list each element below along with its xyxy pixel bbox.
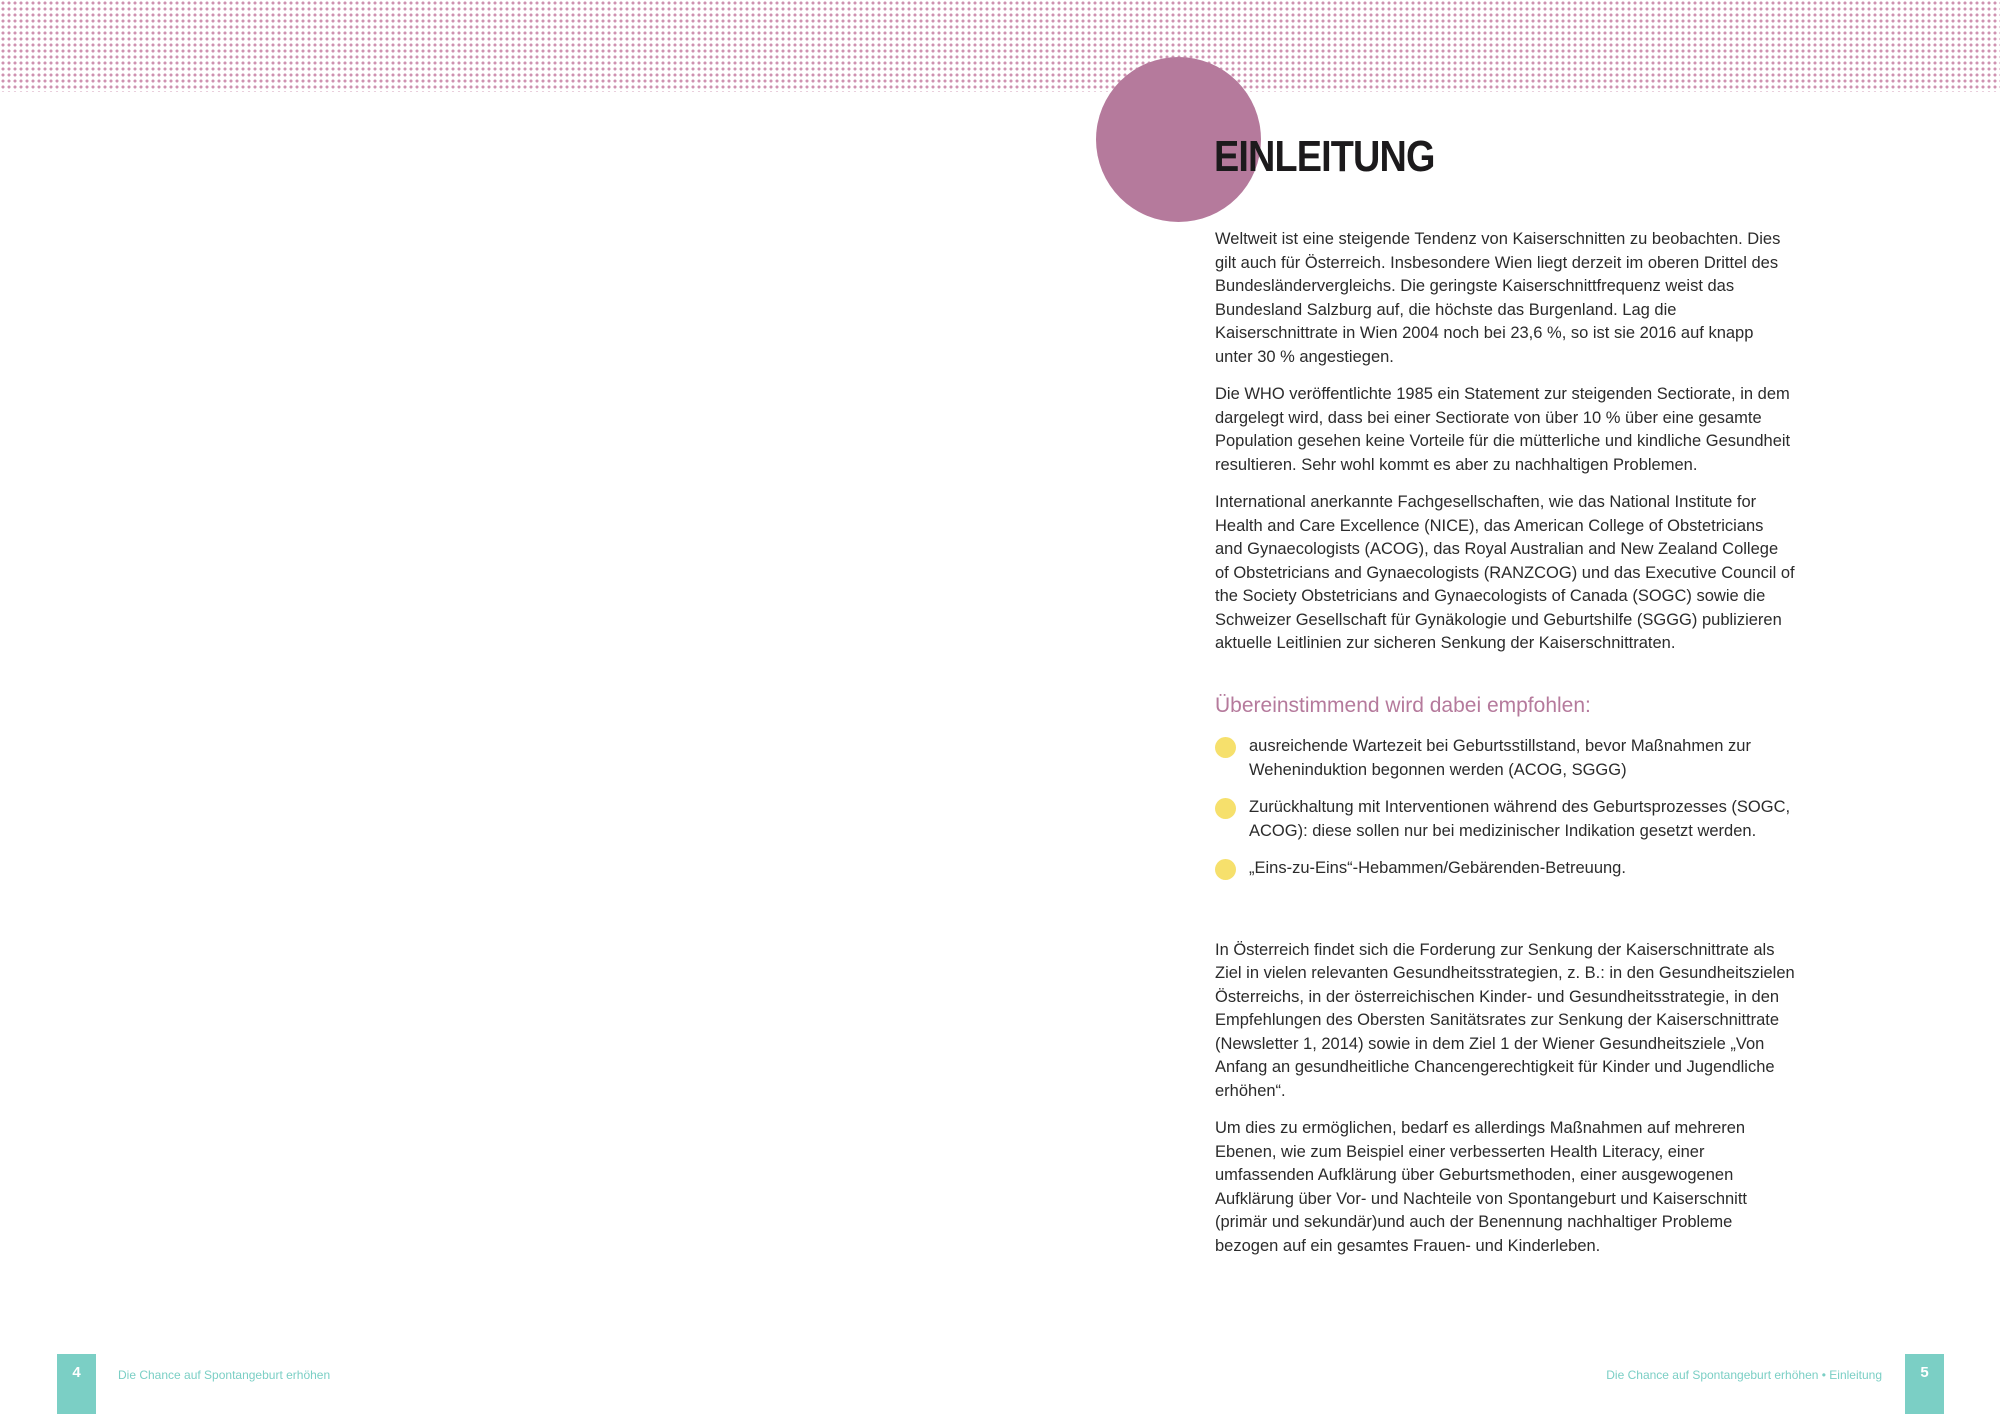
dotted-header-pattern (0, 0, 2000, 92)
page-number-left: 4 (57, 1354, 96, 1414)
recommendations-list (1215, 735, 1795, 881)
list-item (1215, 796, 1795, 843)
list-item (1215, 857, 1795, 881)
footer-left-text: Die Chance auf Spontangeburt erhöhen (118, 1368, 331, 1382)
list-item (1215, 735, 1795, 782)
page-title: EINLEITUNG (1214, 132, 1435, 181)
page-number-right: 5 (1905, 1354, 1944, 1414)
intro-paragraph-1: Weltweit ist eine steigende Tendenz von Kaiserschnitten zu beobachten. Dies gilt auch für Österreich. Insbesondere Wien liegt derzeit im oberen Drittel des Bundesländervergleichs. Die geringste Kaiserschnittfrequenz weist das Bundesland Salzburg auf, die höchste das Burgenland. Lag die Kaiserschnittrate in Wien 2004 noch bei 23,6 %, so ist sie 2016 auf knapp unter 30 % angestiegen. (1215, 230, 1781, 366)
main-text-column (1215, 228, 1795, 1272)
list-item-text: ausreichende Wartezeit bei Geburtsstillstand, bevor Maßnahmen zur Weheninduktion begonnen werden (ACOG, SGGG) (1249, 737, 1751, 779)
list-item-text: „Eins-zu-Eins“-Hebammen/Gebärenden-Betreuung. (1249, 859, 1626, 877)
intro-paragraph-2: Die WHO veröffentlichte 1985 ein Statement zur steigenden Sectiorate, in dem dargelegt wird, dass bei einer Sectiorate von über 10 % über eine gesamte Population gesehen keine Vorteile für die mütterliche und kindliche Gesundheit resultieren. Sehr wohl kommt es aber zu nachhaltigen Problemen. (1215, 385, 1791, 474)
recommendations-subheading: Übereinstimmend wird dabei empfohlen: (1215, 693, 1591, 717)
list-item-text: Zurückhaltung mit Interventionen während des Geburtsprozesses (SOGC, ACOG): diese sollen nur bei medizinischer Indikation gesetzt werden. (1249, 798, 1791, 840)
intro-paragraph-3: International anerkannte Fachgesellschaften, wie das National Institute for Health and Care Excellence (NICE), das American College of Obstetricians and Gynaecologists (ACOG), das Royal Australian and New Zealand College of Obstetricians and Gynaecologists (RANZCOG) und das Executive Council of the Society Obstetricians and Gynaecologists of Canada (SOGC) sowie die Schweizer Gesellschaft für Gynäkologie und Geburtshilfe (SGGG) publizieren aktuelle Leitlinien zur sicheren Senkung der Kaiserschnittraten. (1215, 493, 1795, 652)
bullet-dot-icon (1215, 859, 1236, 880)
bullet-dot-icon (1215, 737, 1236, 758)
bullet-dot-icon (1215, 798, 1236, 819)
strategy-paragraph-1: In Österreich findet sich die Forderung zur Senkung der Kaiserschnittrate als Ziel in vielen relevanten Gesundheitsstrategien, z. B.: in den Gesundheitszielen Österreichs, in der österreichischen Kinder- und Gesundheitsstrategie, in den Empfehlungen des Obersten Sanitätsrates zur Senkung der Kaiserschnittrate (Newsletter 1, 2014) sowie in dem Ziel 1 der Wiener Gesundheitsziele „Von Anfang an gesundheitliche Chancengerechtigkeit für Kinder und Jugendliche erhöhen“. (1215, 940, 1795, 1100)
footer-right-text: Die Chance auf Spontangeburt erhöhen • Einleitung (1606, 1368, 1882, 1382)
strategy-paragraph-2: Um dies zu ermöglichen, bedarf es allerdings Maßnahmen auf mehreren Ebenen, wie zum Beispiel einer verbesserten Health Literacy, einer umfassenden Aufklärung über Geburtsmethoden, einer ausgewogenen Aufklärung über Vor- und Nachteile von Spontangeburt und Kaiserschnitt (primär und sekundär)und auch der Benennung nachhaltiger Probleme bezogen auf ein gesamtes Frauen- und Kinderleben. (1215, 1119, 1748, 1255)
